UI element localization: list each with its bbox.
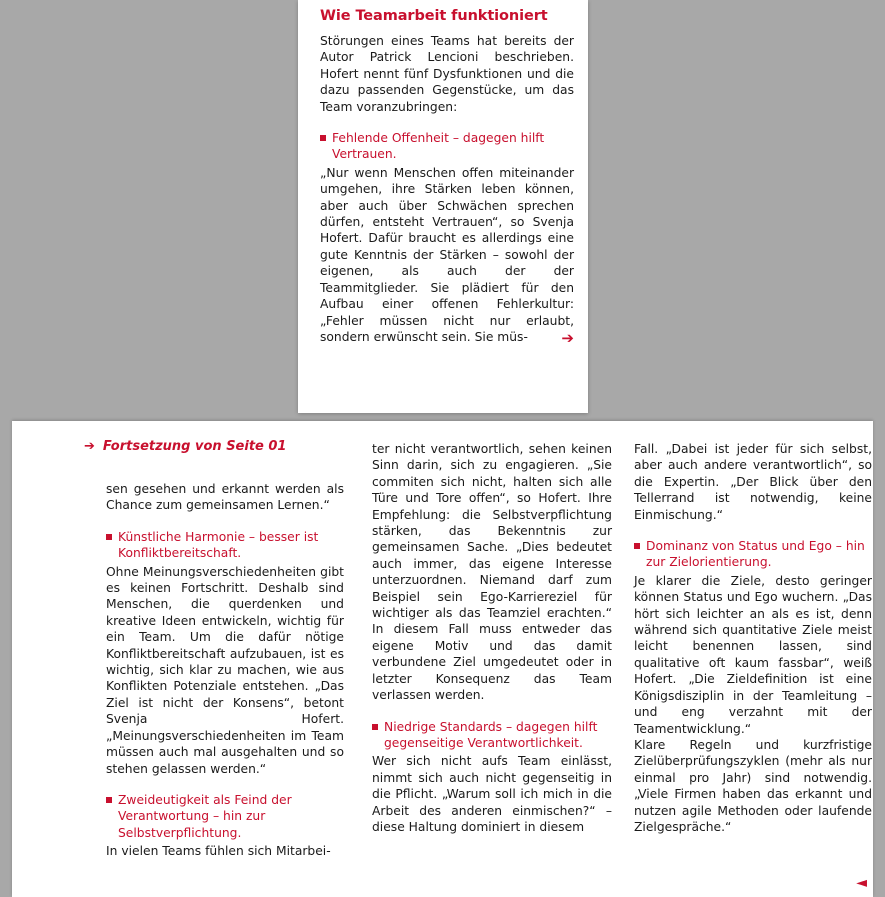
subheading-fehlende-offenheit bbox=[320, 130, 574, 163]
subheading-text: Zweideutigkeit als Feind der Verantwortung – hin zur Selbstverpflichtung. bbox=[118, 792, 292, 840]
article-card-top bbox=[298, 0, 588, 413]
paragraph: ter nicht verantwortlich, sehen keinen Sinn darin, sich zu engagieren. „Sie commiten sich nicht, halten sich alle Türe und Tore offen“, so Hofert. Ihre Empfehlung: die Selbstverpflichtung stärken, das Bekenntnis zur gemeinsamen Sache. „Dies bedeutet auch immer, das eigene Interesse unterzuordnen. Niemand darf zum Beispiel sein Ego-Karriereziel für wichtiger als das Teamziel erachten.“ In diesem Fall muss entweder das eigene Motiv und das damit verbundene Ziel umgedeutet oder in letzter Konsequenz das Team verlassen werden. bbox=[372, 442, 612, 703]
paragraph: Klare Regeln und kurzfristige Zielüberprüfungszyklen (mehr als nur einmal pro Jahr) sind notwendig. „Viele Firmen haben das erkannt und nutzen agile Methoden oder laufende Zielgespräche.“ bbox=[634, 737, 872, 834]
end-of-article-icon: ◄ bbox=[856, 875, 867, 891]
paragraph: sen gesehen und erkannt werden als Chance zum gemeinsamen Lernen.“ bbox=[106, 482, 344, 513]
paragraph: In vielen Teams fühlen sich Mitarbei- bbox=[106, 844, 331, 859]
square-bullet-icon bbox=[372, 724, 378, 730]
card-body-paragraph: „Nur wenn Menschen offen miteinander umgehen, ihre Stärken leben können, aber auch über Schwächen sprechen dürfen, entsteht Vertrauen“, so Svenja Hofert. Dafür braucht es allerdings eine gute Kenntnis der Stärken – sowohl der eigenen, als auch der der Teammitglieder. Sie plädiert für den Aufbau einer offenen Fehlerkultur: „Fehler müssen nicht nur erlaubt, sondern erwünscht sein. Sie müs- bbox=[320, 165, 574, 344]
square-bullet-icon bbox=[320, 135, 326, 141]
article-page-bottom bbox=[12, 421, 873, 897]
continue-arrow-icon: ➔ bbox=[561, 329, 574, 348]
subheading-text: Fehlende Offenheit – dagegen hilft Vertrauen. bbox=[332, 131, 545, 162]
text-column-2 bbox=[372, 441, 612, 835]
subheading-text: Dominanz von Status und Ego – hin zur Zielorientierung. bbox=[646, 539, 865, 570]
square-bullet-icon bbox=[106, 797, 112, 803]
paragraph: Wer sich nicht aufs Team einlässt, nimmt sich auch nicht gegenseitig in die Pflicht. „Warum soll ich mich in die Arbeit des anderen einmischen?“ – diese Haltung dominiert in diesem bbox=[372, 754, 612, 834]
card-title: Wie Teamarbeit funktioniert bbox=[320, 8, 548, 24]
card-intro-paragraph: Störungen eines Teams hat bereits der Autor Patrick Lencioni beschrieben. Hofert nennt fünf Dysfunktionen und die dazu passenden Gegenstücke, um das Team voranzubringen: bbox=[320, 34, 574, 114]
subheading-niedrige-standards bbox=[372, 719, 612, 752]
continuation-arrow-icon: ➔ bbox=[84, 439, 95, 454]
paragraph: Je klarer die Ziele, desto geringer können Status und Ego wuchern. „Das hört sich leichter an als es ist, denn während sich quantitative Ziele meist leicht benennen lassen, sind qualitative oft kaum fassbar“, weiß Hofert. „Die Zieldefinition ist eine Königsdisziplin in der Teamleitung – und eng verzahnt mit der Teamentwicklung.“ bbox=[634, 573, 872, 736]
text-column-3 bbox=[634, 441, 872, 835]
subheading-dominanz-status-ego bbox=[634, 538, 872, 571]
square-bullet-icon bbox=[634, 543, 640, 549]
subheading-kuenstliche-harmonie bbox=[106, 529, 344, 562]
text-column-1 bbox=[106, 481, 344, 860]
subheading-zweideutigkeit bbox=[106, 792, 344, 841]
square-bullet-icon bbox=[106, 534, 112, 540]
subheading-text: Künstliche Harmonie – besser ist Konfliktbereitschaft. bbox=[118, 529, 319, 561]
continuation-text: Fortsetzung von Seite 01 bbox=[102, 439, 287, 454]
subheading-text: Niedrige Standards – dagegen hilft gegenseitige Verantwortlichkeit. bbox=[384, 719, 598, 750]
continuation-note bbox=[84, 439, 364, 454]
paragraph: Fall. „Dabei ist jeder für sich selbst, aber auch andere verantwortlich“, so die Expertin. „Der Blick über den Tellerrand ist notwendig, keine Einmischung.“ bbox=[634, 442, 872, 522]
paragraph: Ohne Meinungsverschiedenheiten gibt es keinen Fortschritt. Deshalb sind Menschen, die querdenken und kreative Ideen entwickeln, wichtig für ein Team. Um die dafür nötige Konfliktbereitschaft aufzubauen, ist es wichtig, sich klar zu machen, wie aus Konflikten Potenziale entstehen. „Das Ziel ist nicht der Konsens“, betont Svenja Hofert. „Meinungsverschiedenheiten im Team müssen auch mal ausgehalten und so stehen gelassen werden.“ bbox=[106, 564, 344, 776]
